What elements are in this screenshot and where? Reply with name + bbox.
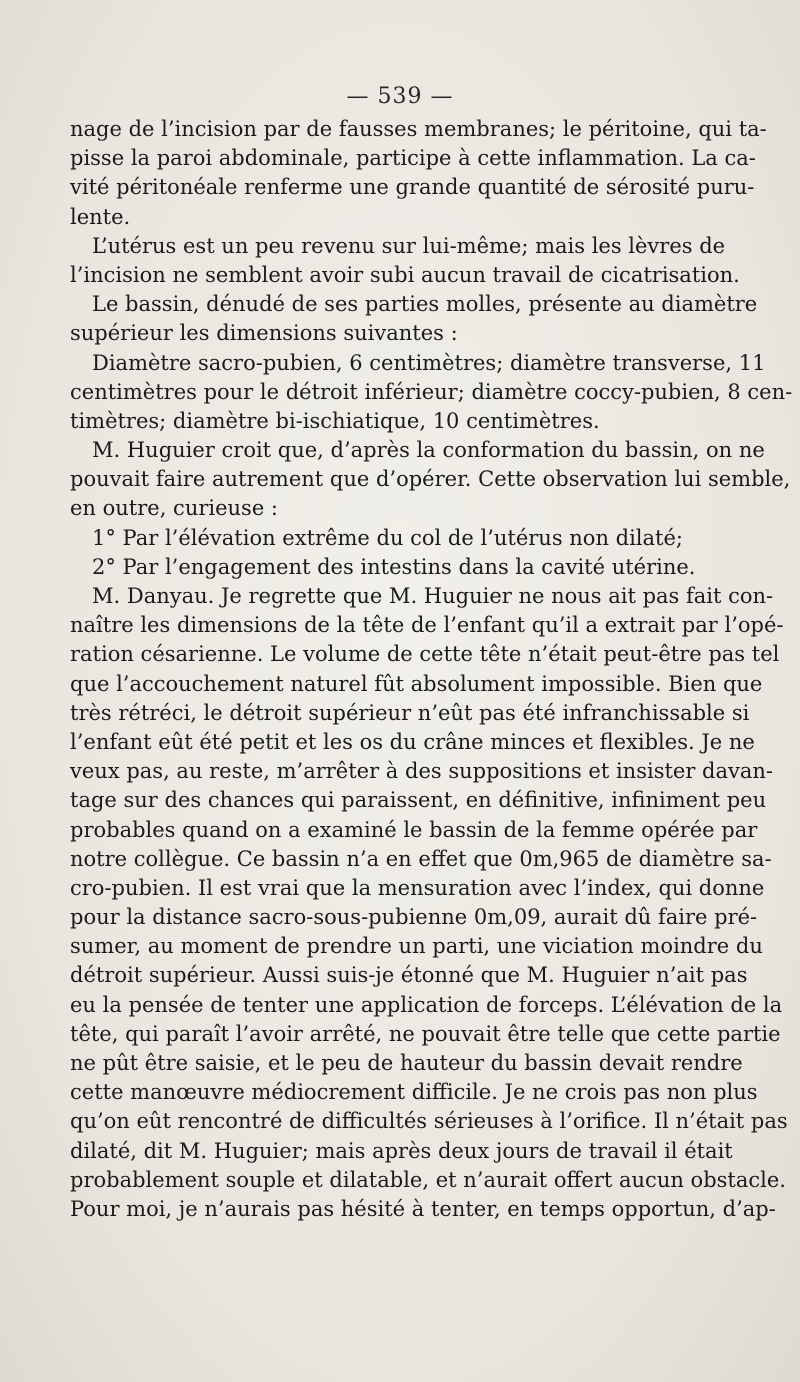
text-line: cro-pubien. Il est vrai que la mensuration avec l’index, qui donne bbox=[70, 875, 765, 900]
text-line: tage sur des chances qui paraissent, en définitive, infiniment peu bbox=[70, 788, 767, 813]
text-line: timètres; diamètre bi-ischiatique, 10 centimètres. bbox=[70, 408, 600, 433]
text-line: en outre, curieuse : bbox=[70, 496, 279, 521]
page-number: — 539 — bbox=[346, 84, 454, 109]
text-line: Le bassin, dénudé de ses parties molles, présente au diamètre bbox=[92, 292, 758, 317]
text-line: probablement souple et dilatable, et n’aurait offert aucun obstacle. bbox=[70, 1167, 786, 1192]
text-line: notre collègue. Ce bassin n’a en effet que 0m,965 de diamètre sa- bbox=[70, 846, 772, 871]
text-line: eu la pensée de tenter une application de forceps. L’élévation de la bbox=[70, 992, 783, 1017]
text-line: ne pût être saisie, et le peu de hauteur du bassin devait rendre bbox=[70, 1051, 743, 1075]
text-line: que l’accouchement naturel fût absolument impossible. Bien que bbox=[70, 671, 763, 696]
body-text bbox=[70, 115, 793, 1224]
text-line: veux pas, au reste, m’arrêter à des suppositions et insister davan- bbox=[70, 759, 774, 784]
text-line: 2° Par l’engagement des intestins dans la cavité utérine. bbox=[92, 554, 696, 579]
text-line: cette manœuvre médiocrement difficile. Je ne crois pas non plus bbox=[70, 1080, 758, 1105]
text-line: détroit supérieur. Aussi suis-je étonné que M. Huguier n’ait pas bbox=[70, 963, 748, 988]
text-line: tête, qui paraît l’avoir arrêté, ne pouvait être telle que cette partie bbox=[70, 1021, 781, 1046]
text-line: L’utérus est un peu revenu sur lui-même; mais les lèvres de bbox=[92, 233, 726, 258]
text-line: qu’on eût rencontré de difficultés sérieuses à l’orifice. Il n’était pas bbox=[70, 1109, 788, 1134]
text-line: sumer, au moment de prendre un parti, une viciation moindre du bbox=[70, 934, 763, 959]
text-line: naître les dimensions de la tête de l’enfant qu’il a extrait par l’opé- bbox=[70, 613, 784, 638]
text-line: probables quand on a examiné le bassin de la femme opérée par bbox=[70, 817, 758, 842]
text-line: centimètres pour le détroit inférieur; diamètre coccy-pubien, 8 cen- bbox=[70, 379, 793, 404]
text-line: pouvait faire autrement que d’opérer. Cette observation lui semble, bbox=[70, 467, 791, 492]
text-line: 1° Par l’élévation extrême du col de l’utérus non dilaté; bbox=[92, 525, 683, 550]
text-line: M. Danyau. Je regrette que M. Huguier ne nous ait pas fait con- bbox=[92, 584, 774, 608]
text-line: supérieur les dimensions suivantes : bbox=[70, 321, 458, 346]
text-line: nage de l’incision par de fausses membranes; le péritoine, qui ta- bbox=[70, 117, 767, 141]
text-line: très rétréci, le détroit supérieur n’eût pas été infranchissable si bbox=[70, 700, 750, 725]
text-line: pisse la paroi abdominale, participe à cette inflammation. La ca- bbox=[70, 146, 756, 171]
text-line: M. Huguier croit que, d’après la conformation du bassin, on ne bbox=[92, 438, 765, 463]
text-line: l’enfant eût été petit et les os du crâne minces et flexibles. Je ne bbox=[70, 729, 755, 754]
text-line: vité péritonéale renferme une grande quantité de sérosité puru- bbox=[70, 175, 755, 200]
text-line: Pour moi, je n’aurais pas hésité à tenter, en temps opportun, d’ap- bbox=[70, 1196, 776, 1221]
text-line: l’incision ne semblent avoir subi aucun travail de cicatrisation. bbox=[70, 262, 740, 287]
text-line: pour la distance sacro-sous-pubienne 0m,09, aurait dû faire pré- bbox=[70, 905, 758, 930]
text-line: ration césarienne. Le volume de cette tête n’était peut-être pas tel bbox=[70, 642, 780, 667]
text-line: lente. bbox=[70, 204, 131, 229]
text-line: dilaté, dit M. Huguier; mais après deux jours de travail il était bbox=[70, 1138, 733, 1163]
text-line: Diamètre sacro-pubien, 6 centimètres; diamètre transverse, 11 bbox=[92, 350, 766, 375]
